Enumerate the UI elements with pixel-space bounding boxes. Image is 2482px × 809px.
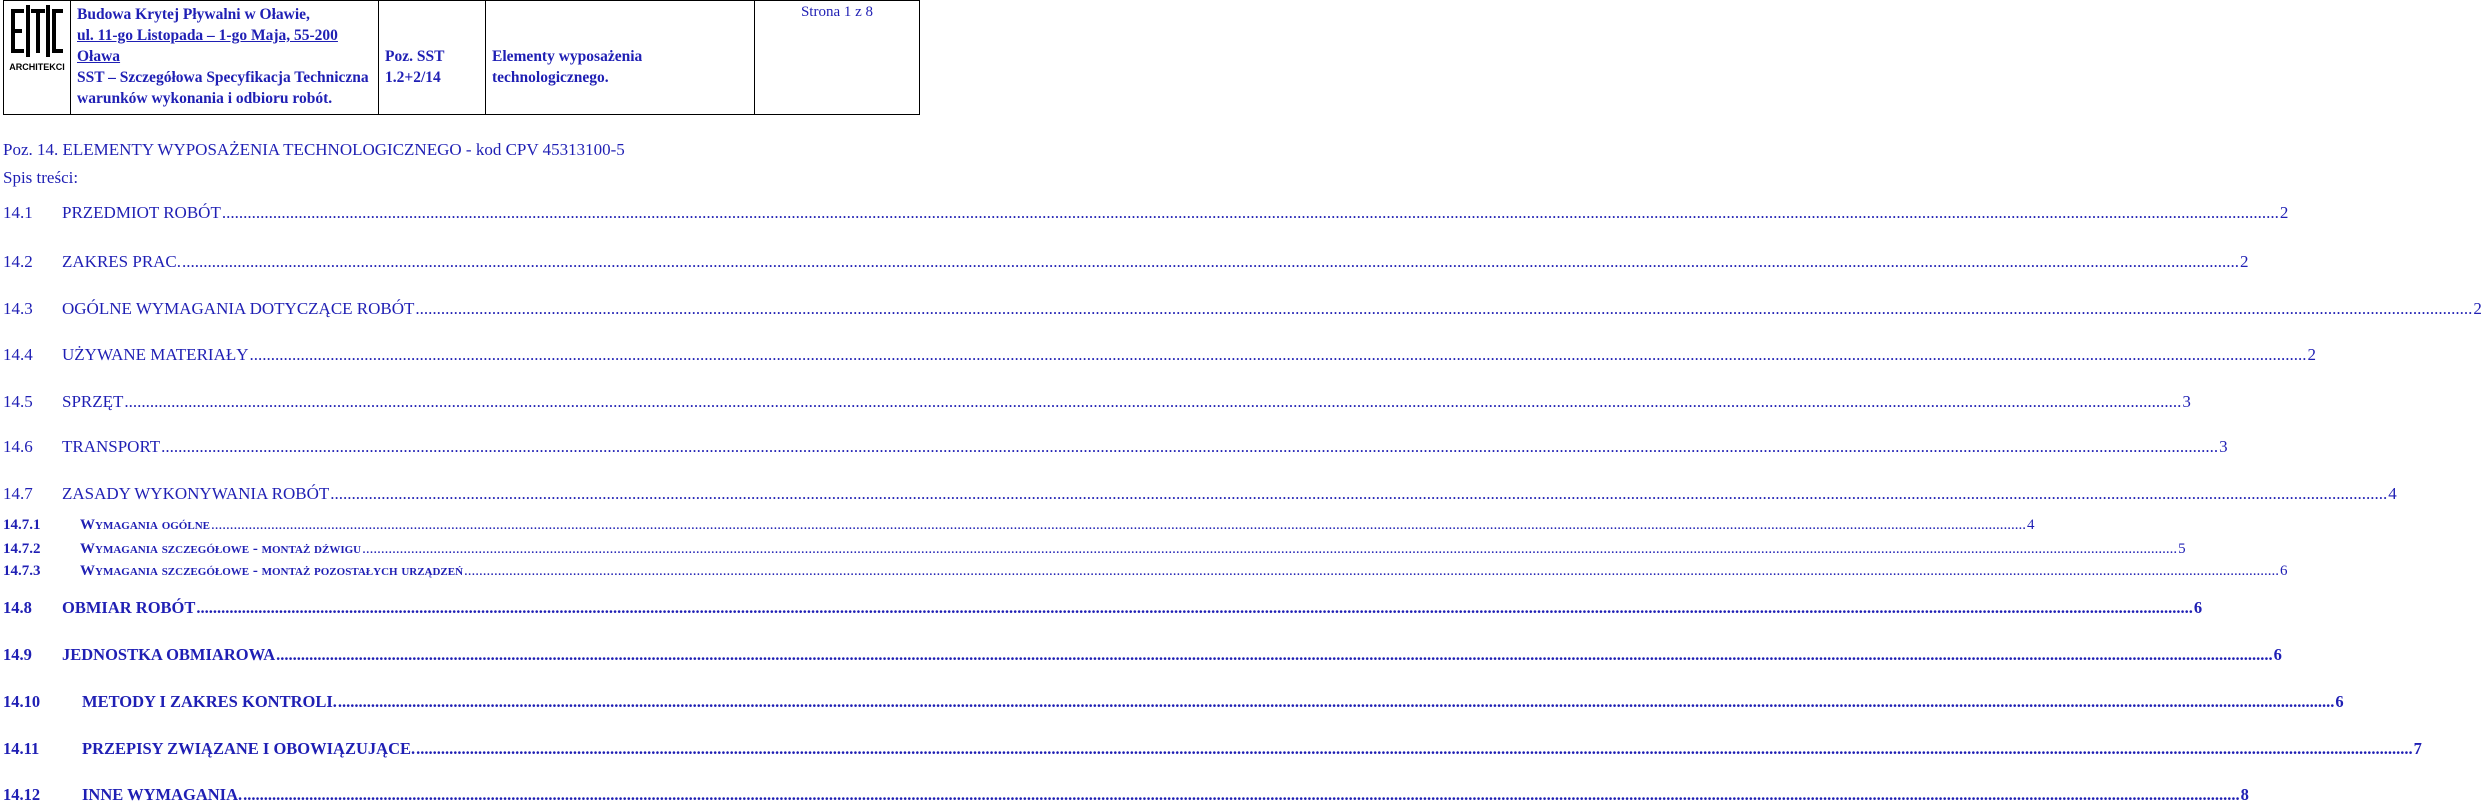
toc-page: 4 — [2026, 517, 2035, 533]
toc-entry-14-2[interactable] — [3, 252, 2249, 276]
toc-page: 2 — [2307, 345, 2317, 364]
toc-label: OGÓLNE WYMAGANIA DOTYCZĄCE ROBÓT — [62, 299, 415, 318]
toc-entry-14-12[interactable] — [3, 785, 2249, 809]
toc-label: ZAKRES PRAC. — [62, 252, 182, 271]
position-label: Poz. SST — [385, 48, 445, 65]
toc-page: 2 — [2279, 203, 2289, 222]
toc-page: 3 — [2182, 392, 2191, 411]
toc-page: 8 — [2240, 785, 2249, 804]
position-value: 1.2+2/14 — [385, 69, 441, 86]
toc-leader — [211, 517, 2026, 534]
page-number-cell — [755, 1, 920, 115]
toc-leader — [362, 541, 2177, 558]
spec-title: SST – Szczegółowa Specyfikacja Techniczna warunków wykonania i odbioru robót. — [77, 69, 369, 107]
toc-leader — [196, 598, 2193, 618]
etc-logo-icon — [9, 5, 65, 57]
toc-entry-14-6[interactable] — [3, 437, 2228, 461]
toc-leader — [338, 692, 2335, 712]
toc-heading: Spis treści: — [3, 168, 79, 187]
toc-label: PRZEPISY ZWIĄZANE I OBOWIĄZUJĄCE. — [82, 739, 416, 758]
toc-number: 14.4 — [3, 345, 33, 364]
toc-leader — [464, 563, 2279, 580]
toc-entry-14-4[interactable] — [3, 345, 2317, 369]
toc-entry-14-5[interactable] — [3, 392, 2191, 416]
toc-number: 14.2 — [3, 252, 33, 271]
toc-page: 6 — [2280, 563, 2288, 579]
company-logo — [4, 1, 70, 114]
toc-entry-14-7-3[interactable] — [3, 563, 2288, 587]
section-title: Elementy wyposażenia technologicznego. — [492, 48, 643, 86]
toc-label: PRZEDMIOT ROBÓT — [62, 203, 221, 222]
toc-leader — [416, 739, 2413, 759]
toc-entry-14-7-2[interactable] — [3, 541, 2186, 565]
project-title-cell — [71, 1, 379, 115]
toc-page: 6 — [2335, 692, 2344, 711]
toc-number: 14.9 — [3, 645, 32, 664]
toc-number: 14.3 — [3, 299, 33, 318]
toc-label: Wymagania szczegółowe - montaż pozostałych urządzeń — [80, 563, 464, 579]
toc-label: Wymagania szczegółowe - montaż dźwigu — [80, 541, 362, 557]
toc-entry-14-7-1[interactable] — [3, 517, 2035, 541]
toc-label: ZASADY WYKONYWANIA ROBÓT — [62, 484, 330, 503]
toc-page: 7 — [2413, 739, 2422, 758]
logo-text: ARCHITEKCI — [9, 62, 65, 72]
toc-page: 6 — [2273, 645, 2282, 664]
document-header — [3, 0, 920, 115]
toc-number: 14.12 — [3, 785, 41, 804]
toc-entry-14-7[interactable] — [3, 484, 2397, 508]
toc-label: TRANSPORT — [62, 437, 161, 456]
toc-leader — [124, 392, 2181, 412]
toc-label: METODY I ZAKRES KONTROLI. — [82, 692, 337, 711]
toc-page: 6 — [2193, 598, 2203, 617]
toc-page: 3 — [2219, 437, 2228, 456]
toc-page: 4 — [2388, 484, 2397, 503]
toc-leader — [276, 645, 2273, 665]
position-cell — [379, 1, 486, 115]
toc-page: 2 — [2473, 299, 2482, 318]
page-number: Strona 1 z 8 — [800, 4, 874, 20]
toc-entry-14-11[interactable] — [3, 739, 2422, 763]
toc-number: 14.7.1 — [3, 517, 41, 533]
toc-label: SPRZĘT — [62, 392, 124, 411]
toc-leader — [222, 203, 2279, 223]
section-main-title: Poz. 14. ELEMENTY WYPOSAŻENIA TECHNOLOGICZNEGO - kod CPV 45313100-5 — [3, 140, 625, 159]
toc-number: 14.10 — [3, 692, 41, 711]
toc-number: 14.7 — [3, 484, 33, 503]
toc-number: 14.11 — [3, 739, 40, 758]
toc-leader — [182, 252, 2239, 272]
toc-leader — [330, 484, 2387, 504]
toc-leader — [415, 299, 2472, 319]
toc-page: 5 — [2178, 541, 2186, 557]
toc-number: 14.7.3 — [3, 563, 41, 579]
toc-number: 14.1 — [3, 203, 33, 222]
toc-page: 2 — [2240, 252, 2249, 271]
project-address: ul. 11-go Listopada – 1-go Maja, 55-200 Oława — [77, 27, 338, 65]
toc-entry-14-9[interactable] — [3, 645, 2282, 669]
toc-leader — [161, 437, 2218, 457]
project-title: Budowa Krytej Pływalni w Oławie, — [77, 6, 310, 23]
toc-entry-14-1[interactable] — [3, 203, 2289, 227]
logo-cell — [4, 1, 71, 115]
toc-number: 14.5 — [3, 392, 33, 411]
toc-number: 14.7.2 — [3, 541, 41, 557]
section-title-cell — [486, 1, 755, 115]
toc-entry-14-8[interactable] — [3, 598, 2203, 622]
toc-entry-14-10[interactable] — [3, 692, 2344, 716]
toc-number: 14.8 — [3, 598, 32, 617]
toc-label: JEDNOSTKA OBMIAROWA — [62, 645, 276, 664]
toc-number: 14.6 — [3, 437, 33, 456]
toc-leader — [243, 785, 2240, 805]
toc-leader — [250, 345, 2307, 365]
toc-label: UŻYWANE MATERIAŁY — [62, 345, 249, 364]
toc-label: Wymagania ogólne — [80, 517, 210, 533]
toc-label: INNE WYMAGANIA. — [82, 785, 243, 804]
toc-entry-14-3[interactable] — [3, 299, 2482, 323]
toc-label: OBMIAR ROBÓT — [62, 598, 196, 617]
